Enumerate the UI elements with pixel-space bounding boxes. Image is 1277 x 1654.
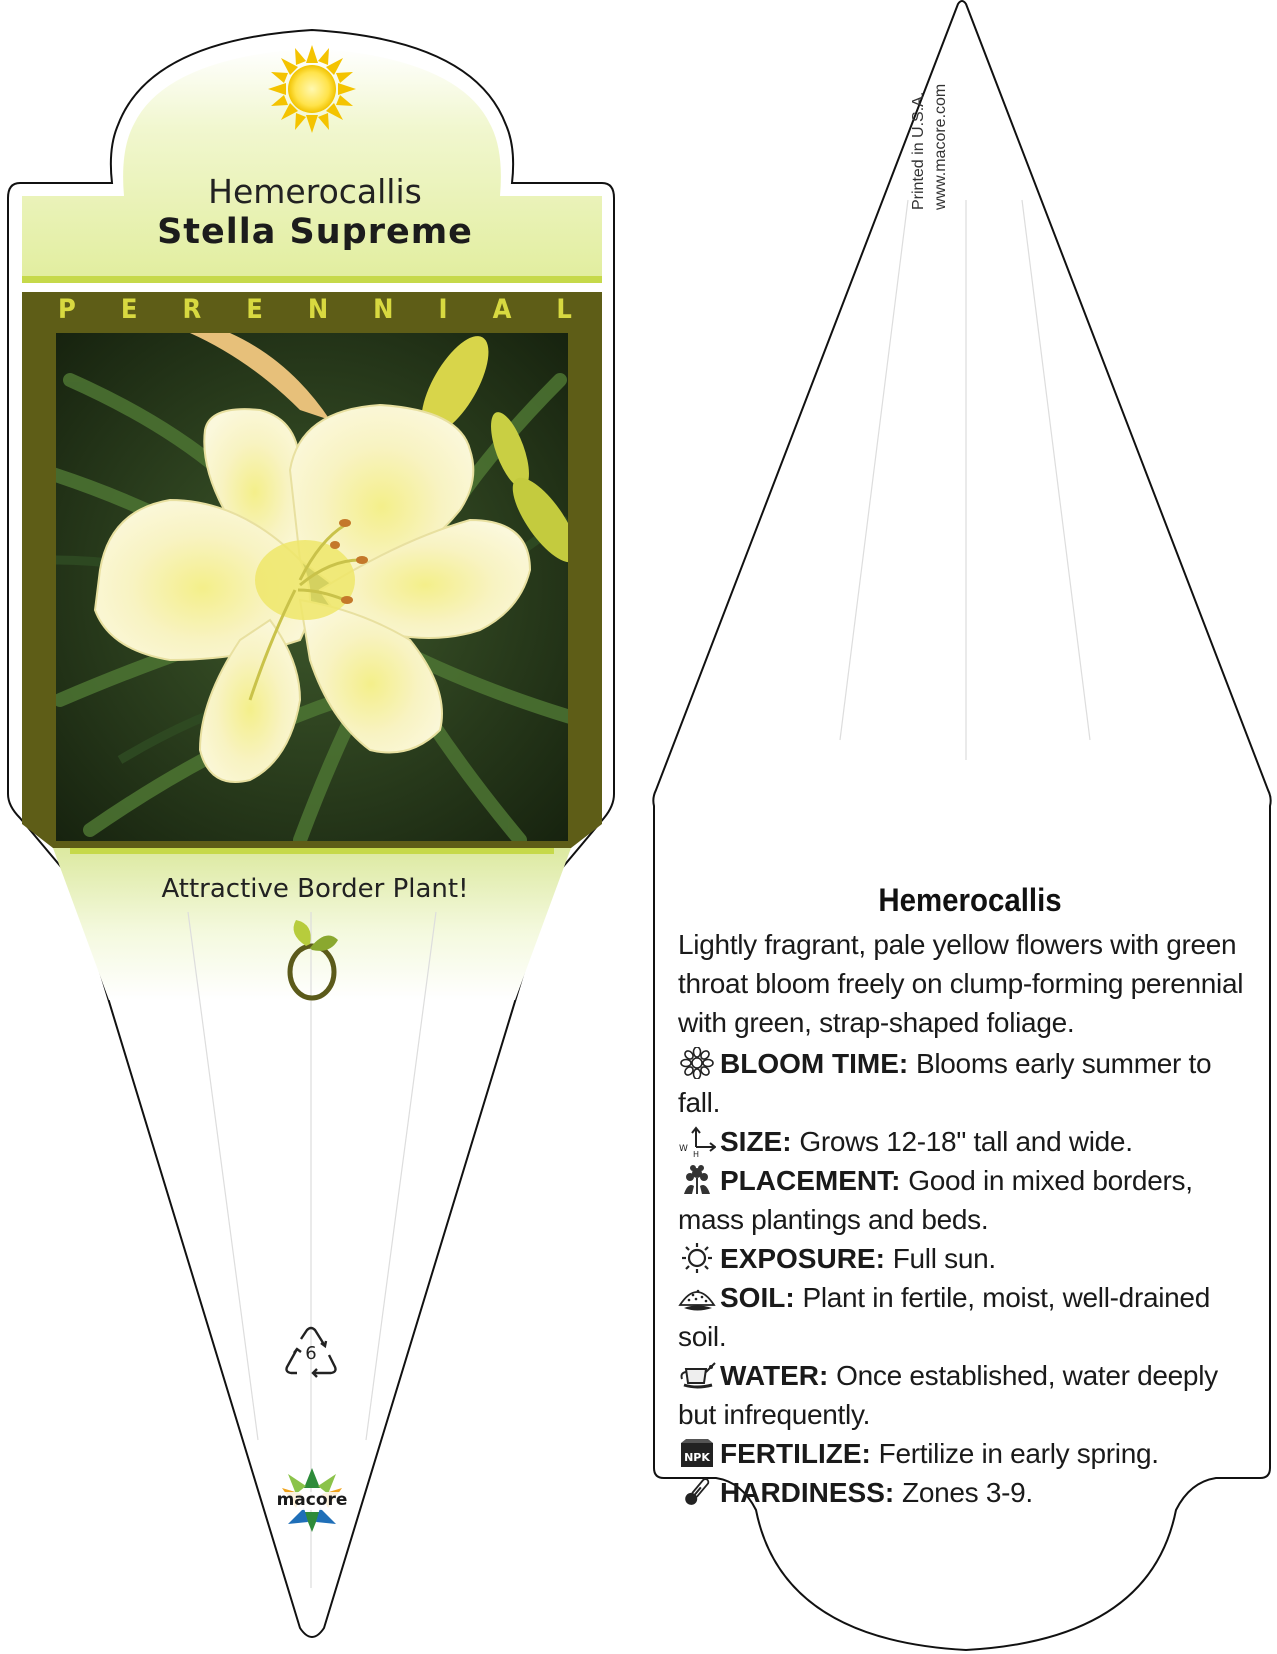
npk-label: NPK <box>684 1451 710 1464</box>
macore-website: www.macore.com <box>932 83 949 210</box>
plant-care-info <box>678 925 1250 1512</box>
front-tagline: Attractive Border Plant! <box>161 874 469 904</box>
svg-text:W: W <box>679 1144 688 1154</box>
front-cultivar-name: Stella Supreme <box>157 212 473 252</box>
npk-fertilizer-icon <box>678 1437 716 1469</box>
flower-icon <box>678 1047 716 1079</box>
daylily-photo <box>40 326 588 841</box>
care-size <box>678 1122 1250 1161</box>
care-fertilize <box>678 1434 1250 1473</box>
plant-description: Lightly fragrant, pale yellow flowers with green throat bloom freely on clump-forming perennial with green, strap-shaped foliage. <box>678 929 1244 1038</box>
sun-icon <box>268 45 356 133</box>
care-value: Fertilize in early spring. <box>878 1438 1159 1469</box>
care-value: Grows 12-18" tall and wide. <box>799 1126 1133 1157</box>
category-perennial <box>58 294 572 325</box>
care-hardiness <box>678 1473 1250 1512</box>
category-letter: I <box>438 294 448 325</box>
front-header-band <box>22 276 602 283</box>
care-value: Full sun. <box>892 1243 996 1274</box>
care-value: Blooms early summer to fall. <box>678 1048 1212 1118</box>
category-letter: E <box>120 294 138 325</box>
recycle-code: 6 <box>305 1343 317 1364</box>
front-lower-band <box>70 848 554 854</box>
care-label: HARDINESS: <box>720 1477 895 1508</box>
front-lower-panel <box>53 848 571 1000</box>
brand-name: macore <box>276 1490 348 1510</box>
care-exposure <box>678 1239 1250 1278</box>
front-genus-name: Hemerocallis <box>208 172 422 211</box>
printed-in-usa: Printed in U.S.A. <box>910 91 927 210</box>
svg-text:H: H <box>693 1150 700 1157</box>
category-letter: A <box>492 294 512 325</box>
back-genus-title: Hemerocallis <box>878 882 1062 918</box>
category-letter: N <box>373 294 394 325</box>
thermometer-icon <box>678 1476 716 1508</box>
soil-pile-icon <box>678 1281 716 1313</box>
watering-can-icon <box>678 1359 716 1391</box>
care-placement <box>678 1161 1250 1239</box>
sun-icon <box>678 1242 716 1274</box>
care-label: WATER: <box>720 1360 829 1391</box>
placement-flowers-icon <box>678 1164 716 1196</box>
printed-notice <box>910 50 970 220</box>
care-label: FERTILIZE: <box>720 1438 871 1469</box>
care-value: Zones 3-9. <box>902 1477 1033 1508</box>
category-letter: P <box>58 294 76 325</box>
category-letter: R <box>182 294 202 325</box>
category-letter: N <box>307 294 329 325</box>
category-letter: E <box>246 294 263 325</box>
size-arrows-icon <box>678 1125 716 1157</box>
care-label: SOIL: <box>720 1282 795 1313</box>
care-water <box>678 1356 1250 1434</box>
care-label: SIZE: <box>720 1126 792 1157</box>
care-label: BLOOM TIME: <box>720 1048 909 1079</box>
care-label: PLACEMENT: <box>720 1165 901 1196</box>
care-label: EXPOSURE: <box>720 1243 885 1274</box>
care-value: Plant in fertile, moist, well-drained soil. <box>678 1282 1210 1352</box>
care-bloom-time <box>678 1044 1250 1122</box>
care-soil <box>678 1278 1250 1356</box>
care-value: Once established, water deeply but infrequently. <box>678 1360 1218 1430</box>
category-letter: L <box>556 294 572 325</box>
care-value: Good in mixed borders, mass plantings and beds. <box>678 1165 1193 1235</box>
